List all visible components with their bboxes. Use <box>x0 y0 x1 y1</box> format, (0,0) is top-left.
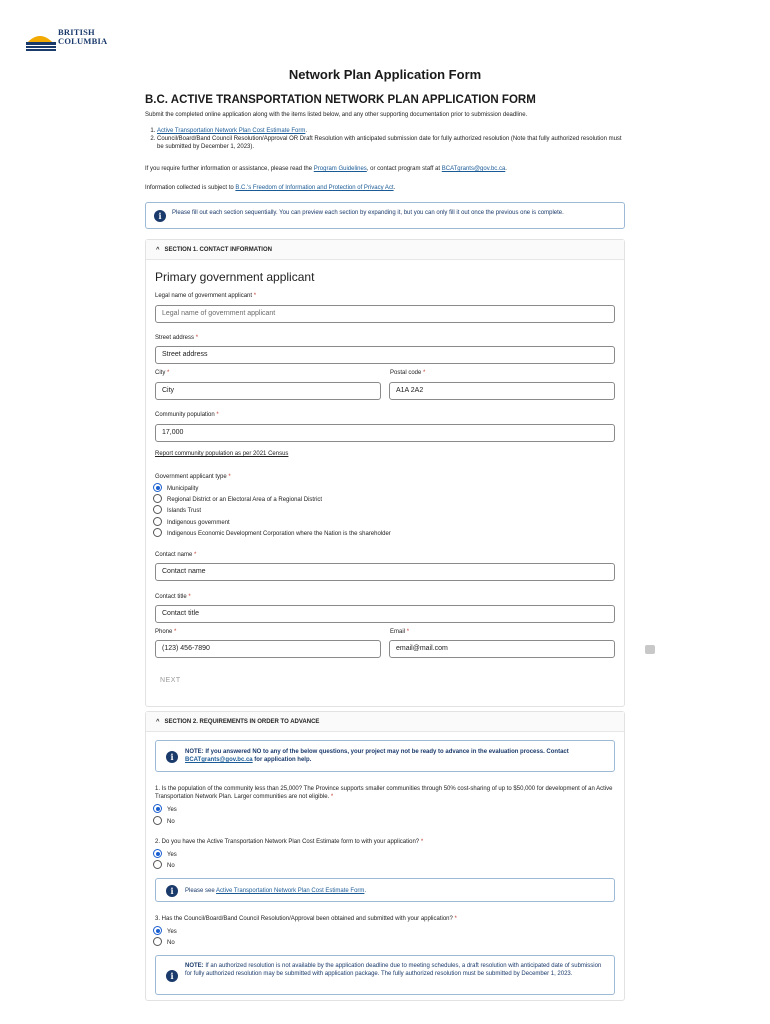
radio-unselected[interactable] <box>153 860 162 869</box>
chevron-up-icon: ^ <box>156 247 160 253</box>
postal-code-label: Postal code * <box>390 370 426 376</box>
q2-yes[interactable]: Yes <box>153 850 177 860</box>
q2-info-text: Please see Active Transportation Network Plan Cost Estimate Form. <box>185 888 367 894</box>
keyboard-icon[interactable] <box>645 645 655 654</box>
foippa-link[interactable]: B.C.'s Freedom of Information and Protection of Privacy Act <box>235 185 394 191</box>
page-title: Network Plan Application Form <box>288 67 482 82</box>
applicant-type-label: Government applicant type * <box>155 474 231 480</box>
applicant-type-indigenous-government[interactable]: Indigenous government <box>153 518 230 528</box>
radio-unselected[interactable] <box>153 494 162 503</box>
required-item-2: 2. Council/Board/Band Council Resolution/Approval OR Draft Resolution with anticipated submission date for fully authorized resolution (Note that fully authorized resolution must be submitted by December 1, 2023). <box>157 135 625 151</box>
info-icon: i <box>166 885 178 897</box>
q3-yes[interactable]: Yes <box>153 927 177 937</box>
legal-name-input[interactable]: Legal name of government applicant <box>155 305 615 323</box>
contact-title-input[interactable]: Contact title <box>155 605 615 623</box>
question-2: 2. Do you have the Active Transportation Network Plan Cost Estimate form to with your application? * <box>155 839 424 845</box>
applicant-type-indigenous-corporation[interactable]: Indigenous Economic Development Corporation where the Nation is the shareholder <box>153 529 391 539</box>
info-icon: i <box>154 210 166 222</box>
radio-unselected[interactable] <box>153 505 162 514</box>
required-item-1: 1. Active Transportation Network Plan Cost Estimate Form. <box>157 127 625 135</box>
applicant-type-regional-district[interactable]: Regional District or an Electoral Area of a Regional District <box>153 495 322 505</box>
street-address-label: Street address * <box>155 335 199 341</box>
applicant-type-islands-trust[interactable]: Islands Trust <box>153 506 201 516</box>
form-title: B.C. ACTIVE TRANSPORTATION NETWORK PLAN APPLICATION FORM <box>145 94 536 106</box>
section2-note-box <box>155 740 615 772</box>
info-icon: i <box>166 970 178 982</box>
contact-title-label: Contact title * <box>155 594 191 600</box>
city-label: City * <box>155 370 170 376</box>
radio-unselected[interactable] <box>153 816 162 825</box>
q3-note-box <box>155 955 615 995</box>
bcat-email-link[interactable]: BCATgrants@gov.bc.ca <box>441 166 506 172</box>
next-button[interactable]: NEXT <box>160 677 181 684</box>
postal-code-input[interactable]: A1A 2A2 <box>389 382 615 400</box>
q2-no[interactable]: No <box>153 861 175 871</box>
applicant-type-municipality[interactable]: Municipality <box>153 484 198 494</box>
section1-heading: Primary government applicant <box>155 270 315 284</box>
city-input[interactable]: City <box>155 382 381 400</box>
question-3: 3. Has the Council/Board/Band Council Resolution/Approval been obtained and submitted with your application? * <box>155 916 457 922</box>
program-guidelines-link[interactable]: Program Guidelines <box>313 166 367 172</box>
bcat-email-link[interactable]: BCATgrants@gov.bc.ca <box>185 757 253 763</box>
radio-unselected[interactable] <box>153 517 162 526</box>
q2-info-box <box>155 878 615 902</box>
privacy-text: Information collected is subject to B.C.'s Freedom of Information and Protection of Privacy Act. <box>145 185 396 191</box>
contact-name-input[interactable]: Contact name <box>155 563 615 581</box>
phone-label: Phone * <box>155 629 177 635</box>
submit-instructions: Submit the completed online application along with the items listed below, and any other supporting documentation prior to submission deadline. <box>145 112 528 118</box>
radio-unselected[interactable] <box>153 528 162 537</box>
q3-note-text: NOTE: If an authorized resolution is not available by the application deadline due to meeting schedules, a draft resolution with anticipated date of submission for fully authorized resolution may be submitted with application package. The fully authorized resolution must be submitted by December 1, 2023. <box>185 963 602 977</box>
section2-note-text: NOTE: If you answered NO to any of the below questions, your project may not be ready to advance in the evaluation process. Contact BCATgrants@gov.bc.ca for application help. <box>185 749 569 763</box>
q3-no[interactable]: No <box>153 938 175 948</box>
census-population-link[interactable]: Report community population as per 2021 Census <box>155 451 289 457</box>
section1-header[interactable]: ^ SECTION 1. CONTACT INFORMATION <box>146 240 624 260</box>
logo-wordmark: BRITISH COLUMBIA <box>58 27 108 46</box>
section2-header[interactable]: ^ SECTION 2. REQUIREMENTS IN ORDER TO ADVANCE <box>146 712 624 732</box>
phone-input[interactable]: (123) 456-7890 <box>155 640 381 658</box>
chevron-up-icon: ^ <box>156 719 160 725</box>
sequential-info-box <box>145 202 625 229</box>
q1-no[interactable]: No <box>153 817 175 827</box>
info-icon: i <box>166 751 178 763</box>
required-items-list <box>145 127 625 151</box>
email-input[interactable]: email@mail.com <box>389 640 615 658</box>
contact-name-label: Contact name * <box>155 552 197 558</box>
help-text: If you require further information or assistance, please read the Program Guidelines, or contact program staff at BCATgrants@gov.bc.ca. <box>145 166 507 172</box>
question-1: 1. Is the population of the community less than 25,000? The Province supports smaller communities through 50% cost-sharing of up to $50,000 for development of an Active Transportation Network Plan. Larger communities are not eligible. * <box>155 786 613 800</box>
radio-selected[interactable] <box>153 849 162 858</box>
population-label: Community population * <box>155 412 219 418</box>
radio-selected[interactable] <box>153 926 162 935</box>
q1-yes[interactable]: Yes <box>153 805 177 815</box>
population-input[interactable]: 17,000 <box>155 424 615 442</box>
legal-name-label: Legal name of government applicant * <box>155 293 257 299</box>
street-address-input[interactable]: Street address <box>155 346 615 364</box>
email-label: Email * <box>390 629 410 635</box>
cost-estimate-form-link[interactable]: Active Transportation Network Plan Cost Estimate Form <box>216 888 365 894</box>
cost-estimate-form-link[interactable]: Active Transportation Network Plan Cost Estimate Form <box>157 128 306 134</box>
radio-selected[interactable] <box>153 804 162 813</box>
radio-unselected[interactable] <box>153 937 162 946</box>
sequential-info-text: Please fill out each section sequentially. You can preview each section by expanding it, but you can only fill it out once the previous one is complete. <box>172 210 564 216</box>
radio-selected[interactable] <box>153 483 162 492</box>
